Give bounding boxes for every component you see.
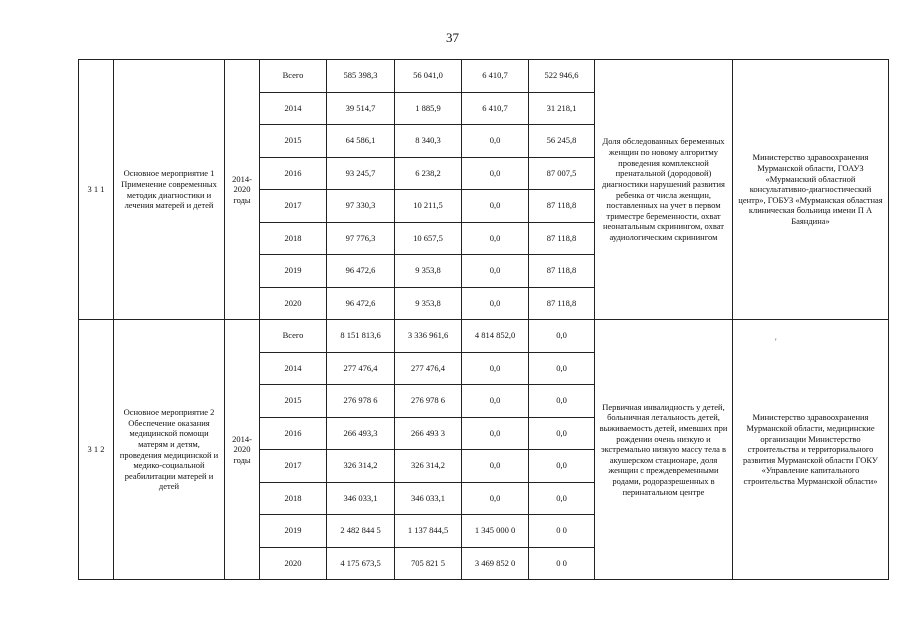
federal-cell: 326 314,2 [395,450,462,483]
total-cell: 39 514,7 [327,92,395,125]
other-cell: 0 0 [529,547,595,580]
other-cell: 87 007,5 [529,157,595,190]
federal-cell: 3 336 961,6 [395,320,462,353]
regional-cell: 4 814 852,0 [462,320,529,353]
year-cell: Всего [260,60,327,93]
program-table [78,59,889,580]
other-cell: 0,0 [529,482,595,515]
federal-cell: 9 353,8 [395,287,462,320]
total-cell: 2 482 844 5 [327,515,395,548]
indicator-cell: Первичная инвалидность у детей, больничная летальность детей, выживаемость детей, имевших при рождении очень низкую и экстремально низкую массу тела в акушерском стационаре, доля женщин с преждевременными родами, родоразрешенных в перинатальном центре [595,320,733,580]
year-cell: 2015 [260,125,327,158]
federal-cell: 1 885,9 [395,92,462,125]
executor-cell: Министерство здравоохранения Мурманской области, медицинские организации Министерство строительства и территориального развития Мурманской области ГОКУ «Управление капитального строительства Мурманской области» [733,320,889,580]
year-cell: 2015 [260,385,327,418]
federal-cell: 705 821 5 [395,547,462,580]
other-cell: 31 218,1 [529,92,595,125]
indicator-cell: Доля обследованных беременных женщин по новому алгоритму проведения комплексной пренатальной (дородовой) диагностики нарушений развития ребенка от числа женщин, поставленных на учет в первом триместре беременности, охват неонатальным скринингом, охват аудиологическим скринингом [595,60,733,320]
regional-cell: 6 410,7 [462,92,529,125]
block-title: Основное мероприятие 1 Применение современных методик диагностики и лечения матерей и детей [114,60,225,320]
regional-cell: 0,0 [462,287,529,320]
regional-cell: 0,0 [462,125,529,158]
table-row [79,60,889,93]
year-cell: 2017 [260,190,327,223]
total-cell: 277 476,4 [327,352,395,385]
federal-cell: 276 978 6 [395,385,462,418]
year-cell: 2020 [260,287,327,320]
year-cell: 2019 [260,515,327,548]
table-body [79,60,889,580]
other-cell: 56 245,8 [529,125,595,158]
total-cell: 97 330,3 [327,190,395,223]
other-cell: 87 118,8 [529,222,595,255]
total-cell: 96 472,6 [327,287,395,320]
page-number: 37 [446,30,459,45]
other-cell: 522 946,6 [529,60,595,93]
year-cell: 2014 [260,352,327,385]
year-cell: 2019 [260,255,327,288]
year-cell: 2017 [260,450,327,483]
year-cell: Всего [260,320,327,353]
federal-cell: 9 353,8 [395,255,462,288]
regional-cell: 0,0 [462,385,529,418]
federal-cell: 10 657,5 [395,222,462,255]
other-cell: 87 118,8 [529,255,595,288]
total-cell: 64 586,1 [327,125,395,158]
federal-cell: 277 476,4 [395,352,462,385]
total-cell: 96 472,6 [327,255,395,288]
regional-cell: 0,0 [462,222,529,255]
federal-cell: 266 493 3 [395,417,462,450]
stray-mark: ' [775,337,777,347]
federal-cell: 346 033,1 [395,482,462,515]
year-cell: 2016 [260,157,327,190]
regional-cell: 0,0 [462,352,529,385]
total-cell: 585 398,3 [327,60,395,93]
regional-cell: 0,0 [462,450,529,483]
total-cell: 276 978 6 [327,385,395,418]
regional-cell: 6 410,7 [462,60,529,93]
federal-cell: 10 211,5 [395,190,462,223]
executor-cell: Министерство здравоохранения Мурманской области, ГОАУЗ «Мурманский областной консультативно-диагностический центр», ГОБУЗ «Мурманская областная клиническая больница имени П А Баяндина» [733,60,889,320]
year-cell: 2018 [260,482,327,515]
total-cell: 266 493,3 [327,417,395,450]
year-cell: 2018 [260,222,327,255]
regional-cell: 0,0 [462,157,529,190]
other-cell: 0,0 [529,352,595,385]
federal-cell: 6 238,2 [395,157,462,190]
regional-cell: 1 345 000 0 [462,515,529,548]
table-row [79,320,889,353]
other-cell: 87 118,8 [529,287,595,320]
other-cell: 0,0 [529,417,595,450]
regional-cell: 0,0 [462,417,529,450]
year-cell: 2020 [260,547,327,580]
block-code: 3 1 1 [79,60,114,320]
other-cell: 0,0 [529,320,595,353]
regional-cell: 0,0 [462,255,529,288]
year-cell: 2014 [260,92,327,125]
block-period: 2014-2020 годы [225,320,260,580]
other-cell: 0,0 [529,450,595,483]
total-cell: 93 245,7 [327,157,395,190]
other-cell: 0,0 [529,385,595,418]
year-cell: 2016 [260,417,327,450]
regional-cell: 3 469 852 0 [462,547,529,580]
other-cell: 87 118,8 [529,190,595,223]
regional-cell: 0,0 [462,482,529,515]
total-cell: 346 033,1 [327,482,395,515]
block-code: 3 1 2 [79,320,114,580]
other-cell: 0 0 [529,515,595,548]
total-cell: 8 151 813,6 [327,320,395,353]
block-period: 2014-2020 годы [225,60,260,320]
total-cell: 326 314,2 [327,450,395,483]
federal-cell: 56 041,0 [395,60,462,93]
regional-cell: 0,0 [462,190,529,223]
total-cell: 97 776,3 [327,222,395,255]
block-title: Основное мероприятие 2 Обеспечение оказания медицинской помощи матерям и детям, проведения медицинской и медико-социальной реабилитации матерей и детей [114,320,225,580]
total-cell: 4 175 673,5 [327,547,395,580]
federal-cell: 1 137 844,5 [395,515,462,548]
federal-cell: 8 340,3 [395,125,462,158]
